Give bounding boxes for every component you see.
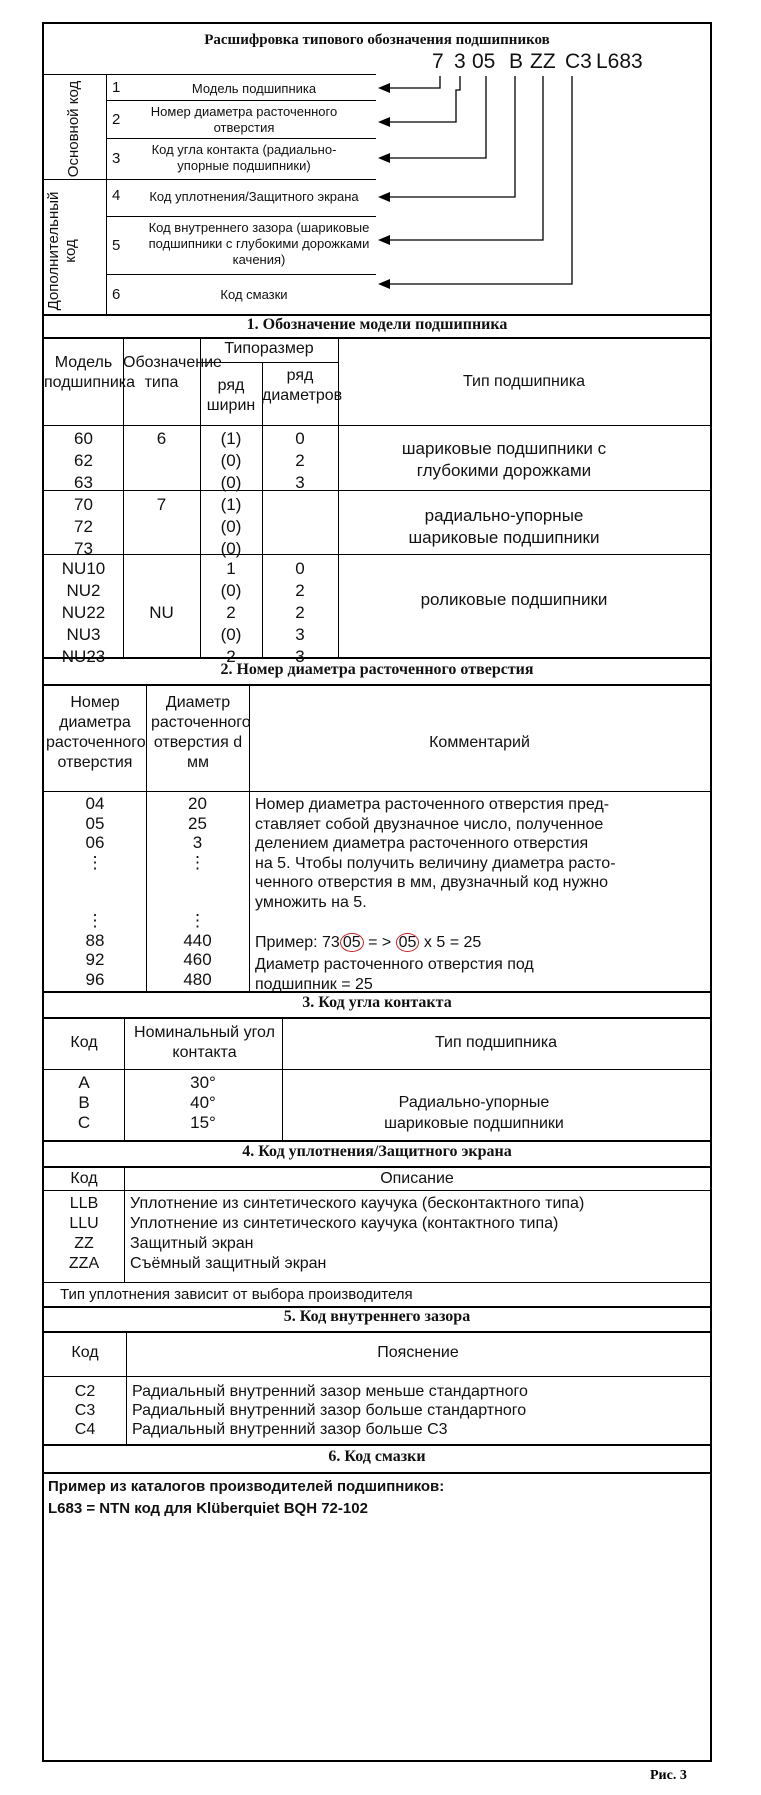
grease-example-line1: Пример из каталогов производителей подшипников: xyxy=(48,1478,445,1495)
seal-desc-cell: Съёмный защитный экран xyxy=(130,1255,327,1272)
group2-width xyxy=(200,494,262,560)
seal-code-cell: LLB xyxy=(69,1195,99,1212)
bearing-designation-table xyxy=(42,22,712,1762)
diameter-cell: 0 xyxy=(295,559,305,578)
code-connector-arrows xyxy=(44,24,714,324)
header-dimension: Типоразмер xyxy=(224,340,314,357)
width-cell: (1) xyxy=(220,429,242,448)
model-cell: 60 xyxy=(74,429,93,448)
seal-code-cell: ZZ xyxy=(74,1235,94,1252)
model-cell: NU23 xyxy=(61,647,106,666)
width-cell: 2 xyxy=(226,603,236,622)
key-row-number: 6 xyxy=(112,286,121,303)
bore-diameter-cell: 480 xyxy=(183,969,212,989)
key-row-number: 3 xyxy=(112,150,121,167)
seal-desc-cell: Защитный экран xyxy=(130,1235,254,1252)
diameter-cell: 3 xyxy=(295,625,305,644)
code-part-angle: B xyxy=(509,50,524,73)
model-cell: NU10 xyxy=(61,559,106,578)
code-part-clearance: C3 xyxy=(565,50,592,73)
model-cell: NU2 xyxy=(66,581,101,600)
group2-desc: радиально-упорные шариковые подшипники xyxy=(408,506,600,547)
basic-code-label: Основной код xyxy=(65,80,82,178)
diameter-cell: 2 xyxy=(295,581,305,600)
angle-code-cell: C xyxy=(77,1113,91,1132)
code-part-bore: 05 xyxy=(472,50,496,73)
example-arrow: = > xyxy=(363,934,396,951)
diameter-cell: 2 xyxy=(295,451,305,470)
angle-value-cell: 40° xyxy=(190,1093,216,1112)
width-cell: (1) xyxy=(220,495,242,514)
group2-type xyxy=(123,494,200,516)
section-1-title: 1. Обозначение модели подшипника xyxy=(246,316,508,333)
model-cell: 62 xyxy=(74,451,93,470)
header-desc-s5: Пояснение xyxy=(377,1344,459,1361)
key-row-label: Код внутреннего зазора (шариковые подшипники с глубокими дорожками качения) xyxy=(148,220,370,267)
clearance-code-cell: C3 xyxy=(74,1402,96,1419)
bore-example xyxy=(255,934,481,952)
clearance-desc-cell: Радиальный внутренний зазор больше C3 xyxy=(132,1421,448,1438)
example-mult: x 5 = 25 xyxy=(419,934,482,951)
type-cell: 6 xyxy=(156,429,167,448)
group1-diameter xyxy=(262,428,338,494)
example-circled-result: 05 xyxy=(396,933,420,952)
model-cell: 63 xyxy=(74,473,93,492)
key-row-label: Модель подшипника xyxy=(191,81,317,96)
header-comment: Комментарий xyxy=(429,734,530,751)
bore-diameter-cell xyxy=(146,872,249,911)
width-cell: (0) xyxy=(220,473,242,492)
header-desc-s4: Описание xyxy=(380,1170,454,1187)
group3-width xyxy=(200,558,262,668)
type-cell: 7 xyxy=(156,495,167,514)
seal-descriptions xyxy=(130,1194,706,1274)
header-bearing-type: Тип подшипника xyxy=(462,373,586,390)
bore-diameter-cell: 440 xyxy=(183,930,212,950)
bore-diameter-cell: 460 xyxy=(183,950,212,969)
section-5-title: 5. Код внутреннего зазора xyxy=(283,1308,471,1325)
width-cell: (0) xyxy=(220,517,242,536)
additional-code-label: Дополнительный код xyxy=(45,191,79,311)
example-circled-code: 05 xyxy=(340,933,364,952)
bore-number-cell: 06 xyxy=(85,833,105,852)
header-diameter-series: ряд диаметров xyxy=(262,367,343,404)
group2-models xyxy=(44,494,123,560)
bore-example-note: Диаметр расточенного отверстия под подшипник = 25 xyxy=(255,956,534,993)
angle-codes xyxy=(44,1073,124,1133)
key-row-number: 2 xyxy=(112,111,121,128)
seal-code-cell: ZZA xyxy=(68,1255,100,1272)
group1-desc: шариковые подшипники с глубокими дорожками xyxy=(401,439,607,480)
header-code-s3: Код xyxy=(70,1034,98,1051)
key-row-label: Код угла контакта (радиально-упорные подшипники) xyxy=(151,142,337,173)
angle-value-cell: 15° xyxy=(190,1113,216,1132)
bore-number-cell: ⋮ xyxy=(86,852,104,872)
angle-code-cell: A xyxy=(78,1073,90,1092)
header-bore-diameter: Диаметр расточенного отверстия d мм xyxy=(151,694,251,771)
grease-example-line2: L683 = NTN код для Klüberquiet BQH 72-102 xyxy=(48,1500,368,1517)
width-cell: 1 xyxy=(226,559,236,578)
type-cell: NU xyxy=(149,603,174,622)
seal-code-cell: LLU xyxy=(69,1215,99,1232)
comment-line: ставляет собой двузначное число, полученное xyxy=(255,815,604,833)
bore-diameter-cell: 3 xyxy=(192,833,203,852)
group1-type xyxy=(123,428,200,450)
clearance-code-cell: C2 xyxy=(74,1383,96,1400)
code-part-series: 3 xyxy=(454,50,466,73)
bore-diameter-column xyxy=(146,794,249,989)
angle-type-desc: Радиально-упорные шариковые подшипники xyxy=(384,1094,564,1132)
width-cell: 2 xyxy=(226,647,236,666)
comment-line: на 5. Чтобы получить величину диаметра расто- xyxy=(255,854,616,872)
example-prefix: Пример: 73 xyxy=(255,934,340,951)
bore-number-cell: 88 xyxy=(85,930,105,950)
group3-type xyxy=(123,602,200,624)
header-type-code: Обозначение типа xyxy=(123,354,222,391)
bore-number-cell: 05 xyxy=(85,813,105,833)
width-cell: (0) xyxy=(220,539,242,558)
code-part-grease: L683 xyxy=(596,50,643,73)
header-type-s3: Тип подшипника xyxy=(434,1034,558,1051)
bore-number-cell: 96 xyxy=(85,969,105,989)
clearance-desc-cell: Радиальный внутренний зазор больше стандартного xyxy=(132,1402,527,1419)
model-cell: 70 xyxy=(74,495,93,514)
seal-codes xyxy=(44,1194,124,1274)
code-part-seal: ZZ xyxy=(530,50,556,73)
group1-models xyxy=(44,428,123,494)
header-width-series: ряд ширин xyxy=(206,377,256,414)
bore-number-cell: ⋮ xyxy=(86,911,104,930)
main-title: Расшифровка типового обозначения подшипников xyxy=(204,32,550,48)
header-bore-number: Номер диаметра расточенного отверстия xyxy=(46,694,146,771)
key-row-label: Номер диаметра расточенного отверстия xyxy=(150,104,338,135)
comment-line: ченного отверстия в мм, двузначный код нужно xyxy=(255,874,609,891)
clearance-desc-cell: Радиальный внутренний зазор меньше стандартного xyxy=(132,1383,528,1400)
model-cell: 72 xyxy=(74,517,93,536)
bore-diameter-cell: 25 xyxy=(188,813,207,833)
section-6-title: 6. Код смазки xyxy=(328,1448,426,1465)
bore-number-cell: 04 xyxy=(85,794,105,813)
width-cell: (0) xyxy=(220,451,242,470)
angle-values xyxy=(124,1073,282,1133)
comment-line: Номер диаметра расточенного отверстия пред- xyxy=(255,796,610,813)
width-cell: (0) xyxy=(220,625,242,644)
clearance-code-cell: C4 xyxy=(74,1421,96,1438)
width-cell: (0) xyxy=(220,581,242,600)
angle-code-cell: B xyxy=(78,1093,90,1112)
section-3-title: 3. Код угла контакта xyxy=(302,994,452,1011)
bore-comment xyxy=(255,795,707,912)
angle-value-cell: 30° xyxy=(190,1073,216,1092)
bore-diameter-cell: 20 xyxy=(188,794,207,813)
clearance-codes xyxy=(44,1382,126,1439)
bore-number-cell xyxy=(44,872,146,911)
key-row-label: Код смазки xyxy=(220,287,288,302)
header-code-s5: Код xyxy=(71,1344,99,1361)
diameter-cell: 2 xyxy=(295,603,305,622)
seal-desc-cell: Уплотнение из синтетического каучука (контактного типа) xyxy=(130,1215,559,1232)
key-row-number: 1 xyxy=(112,79,121,96)
section-2-title: 2. Номер диаметра расточенного отверстия xyxy=(220,661,534,678)
header-code-s4: Код xyxy=(70,1170,98,1187)
group1-width xyxy=(200,428,262,494)
figure-label: Рис. 3 xyxy=(650,1768,687,1783)
seal-note: Тип уплотнения зависит от выбора производителя xyxy=(60,1286,413,1303)
bore-diameter-cell: ⋮ xyxy=(189,852,206,872)
model-cell: 73 xyxy=(74,539,93,558)
clearance-descriptions xyxy=(132,1382,702,1439)
bore-diameter-cell: ⋮ xyxy=(189,911,206,930)
comment-line: умножить на 5. xyxy=(255,893,367,911)
diameter-cell: 3 xyxy=(295,473,305,492)
group3-models xyxy=(44,558,123,668)
seal-desc-cell: Уплотнение из синтетического каучука (бесконтактного типа) xyxy=(130,1195,585,1212)
section-4-title: 4. Код уплотнения/Защитного экрана xyxy=(242,1143,512,1160)
bore-number-column xyxy=(44,794,146,989)
group3-desc: роликовые подшипники xyxy=(420,590,608,609)
model-cell: NU22 xyxy=(61,603,106,622)
comment-line: делением диаметра расточенного отверстия xyxy=(255,835,589,852)
bore-number-cell: 92 xyxy=(85,950,105,969)
code-part-model: 7 xyxy=(432,50,444,73)
diameter-cell: 3 xyxy=(295,647,305,666)
header-model: Модель подшипника xyxy=(44,354,136,391)
key-row-label: Код уплотнения/Защитного экрана xyxy=(149,189,359,204)
key-row-number: 5 xyxy=(112,237,121,254)
diameter-cell: 0 xyxy=(295,429,305,448)
header-angle: Номинальный угол контакта xyxy=(134,1024,275,1061)
key-row-number: 4 xyxy=(112,187,121,204)
model-cell: NU3 xyxy=(66,625,101,644)
group3-diameter xyxy=(262,558,338,668)
